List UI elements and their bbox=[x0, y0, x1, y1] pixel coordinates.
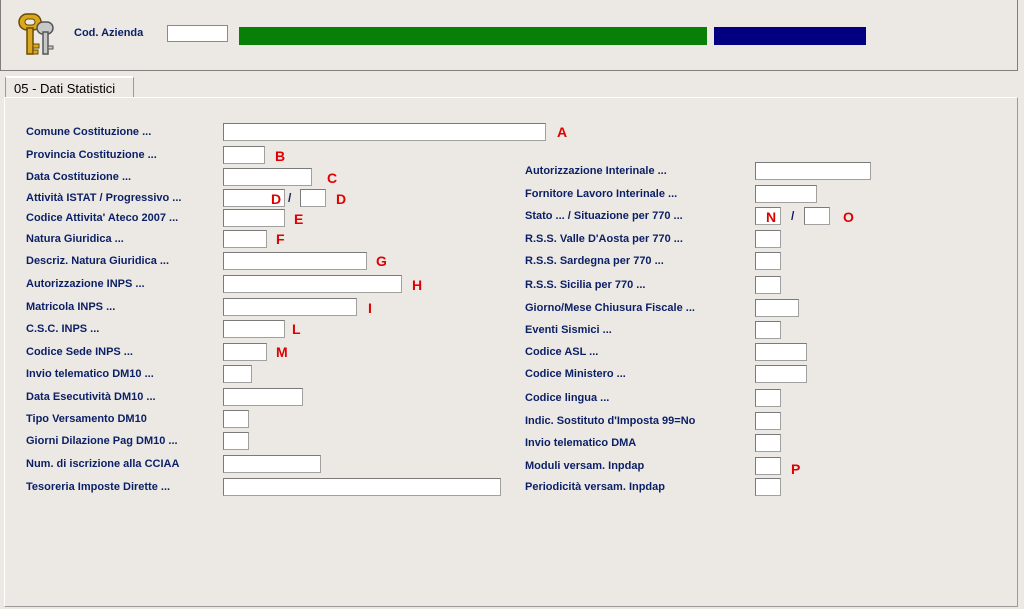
fornitore-field[interactable] bbox=[755, 185, 817, 203]
mark-c: C bbox=[327, 170, 338, 186]
invio-dm10-label: Invio telematico DM10 ... bbox=[26, 368, 154, 380]
data-esecutivita-field[interactable] bbox=[223, 388, 303, 406]
tipo-versamento-label: Tipo Versamento DM10 bbox=[26, 413, 147, 425]
codice-asl-field[interactable] bbox=[755, 343, 807, 361]
sede-label: Codice Sede INPS ... bbox=[26, 346, 133, 358]
tab-dati-statistici[interactable] bbox=[5, 76, 134, 98]
mark-g: G bbox=[376, 253, 387, 269]
slash-separator: / bbox=[288, 191, 292, 205]
cciaa-label: Num. di iscrizione alla CCIAA bbox=[26, 458, 180, 470]
descr-natura-field[interactable] bbox=[223, 252, 367, 270]
comune-field[interactable] bbox=[223, 123, 546, 141]
mark-i: I bbox=[368, 300, 372, 316]
sede-field[interactable] bbox=[223, 343, 267, 361]
autorizzazione-inps-field[interactable] bbox=[223, 275, 402, 293]
fornitore-label: Fornitore Lavoro Interinale ... bbox=[525, 188, 678, 200]
ateco-field[interactable] bbox=[223, 209, 285, 227]
natura-field[interactable] bbox=[223, 230, 267, 248]
slash-separator-770: / bbox=[791, 209, 795, 223]
matricola-field[interactable] bbox=[223, 298, 357, 316]
periodicita-inpdap-label: Periodicità versam. Inpdap bbox=[525, 481, 665, 493]
codice-asl-label: Codice ASL ... bbox=[525, 346, 599, 358]
mark-d1: D bbox=[271, 191, 282, 207]
chiusura-fiscale-field[interactable] bbox=[755, 299, 799, 317]
rss-sardegna-label: R.S.S. Sardegna per 770 ... bbox=[525, 255, 664, 267]
status-bar-green bbox=[239, 27, 707, 45]
comune-label: Comune Costituzione ... bbox=[26, 126, 152, 138]
codice-lingua-label: Codice lingua ... bbox=[525, 392, 610, 404]
codice-lingua-field[interactable] bbox=[755, 389, 781, 407]
mark-p: P bbox=[791, 461, 801, 477]
invio-dma-field[interactable] bbox=[755, 434, 781, 452]
stato-label: Stato ... / Situazione per 770 ... bbox=[525, 210, 683, 222]
mark-o: O bbox=[843, 209, 854, 225]
mark-d2: D bbox=[336, 191, 347, 207]
codice-ministero-label: Codice Ministero ... bbox=[525, 368, 626, 380]
ateco-label: Codice Attivita' Ateco 2007 ... bbox=[26, 212, 179, 224]
aut-interinale-label: Autorizzazione Interinale ... bbox=[525, 165, 667, 177]
data-costituzione-label: Data Costituzione ... bbox=[26, 171, 132, 183]
status-bar-navy bbox=[714, 27, 866, 45]
matricola-label: Matricola INPS ... bbox=[26, 301, 116, 313]
rss-vda-label: R.S.S. Valle D'Aosta per 770 ... bbox=[525, 233, 683, 245]
sostituto-label: Indic. Sostituto d'Imposta 99=No bbox=[525, 415, 696, 427]
natura-label: Natura Giuridica ... bbox=[26, 233, 124, 245]
mark-f: F bbox=[276, 231, 285, 247]
mark-e: E bbox=[294, 211, 304, 227]
tipo-versamento-field[interactable] bbox=[223, 410, 249, 428]
keys-icon bbox=[13, 10, 59, 60]
attivita-label: Attività ISTAT / Progressivo ... bbox=[26, 192, 182, 204]
progressivo-field[interactable] bbox=[300, 189, 326, 207]
rss-vda-field[interactable] bbox=[755, 230, 781, 248]
moduli-inpdap-label: Moduli versam. Inpdap bbox=[525, 460, 645, 472]
descr-natura-label: Descriz. Natura Giuridica ... bbox=[26, 255, 170, 267]
csc-field[interactable] bbox=[223, 320, 285, 338]
cod-azienda-input[interactable] bbox=[167, 25, 228, 42]
rss-sicilia-field[interactable] bbox=[755, 276, 781, 294]
mark-n: N bbox=[766, 209, 777, 225]
data-costituzione-field[interactable] bbox=[223, 168, 312, 186]
sostituto-field[interactable] bbox=[755, 412, 781, 430]
mark-h: H bbox=[412, 277, 423, 293]
tesoreria-label: Tesoreria Imposte Dirette ... bbox=[26, 481, 171, 493]
autorizzazione-inps-label: Autorizzazione INPS ... bbox=[26, 278, 145, 290]
eventi-sismici-label: Eventi Sismici ... bbox=[525, 324, 612, 336]
provincia-label: Provincia Costituzione ... bbox=[26, 149, 157, 161]
rss-sardegna-field[interactable] bbox=[755, 252, 781, 270]
eventi-sismici-field[interactable] bbox=[755, 321, 781, 339]
periodicita-inpdap-field[interactable] bbox=[755, 478, 781, 496]
mark-m: M bbox=[276, 344, 288, 360]
situazione-770-field[interactable] bbox=[804, 207, 830, 225]
rss-sicilia-label: R.S.S. Sicilia per 770 ... bbox=[525, 279, 646, 291]
invio-dma-label: Invio telematico DMA bbox=[525, 437, 637, 449]
data-esecutivita-label: Data Esecutività DM10 ... bbox=[26, 391, 156, 403]
provincia-field[interactable] bbox=[223, 146, 265, 164]
mark-a: A bbox=[557, 124, 568, 140]
csc-label: C.S.C. INPS ... bbox=[26, 323, 100, 335]
giorni-dilazione-label: Giorni Dilazione Pag DM10 ... bbox=[26, 435, 178, 447]
moduli-inpdap-field[interactable] bbox=[755, 457, 781, 475]
tesoreria-field[interactable] bbox=[223, 478, 501, 496]
mark-b: B bbox=[275, 148, 286, 164]
cciaa-field[interactable] bbox=[223, 455, 321, 473]
chiusura-fiscale-label: Giorno/Mese Chiusura Fiscale ... bbox=[525, 302, 695, 314]
aut-interinale-field[interactable] bbox=[755, 162, 871, 180]
invio-dm10-field[interactable] bbox=[223, 365, 252, 383]
cod-azienda-label: Cod. Azienda bbox=[74, 27, 144, 39]
mark-l: L bbox=[292, 321, 301, 337]
codice-ministero-field[interactable] bbox=[755, 365, 807, 383]
tab-label: 05 - Dati Statistici bbox=[14, 81, 116, 96]
header-bar bbox=[0, 0, 1018, 71]
giorni-dilazione-field[interactable] bbox=[223, 432, 249, 450]
